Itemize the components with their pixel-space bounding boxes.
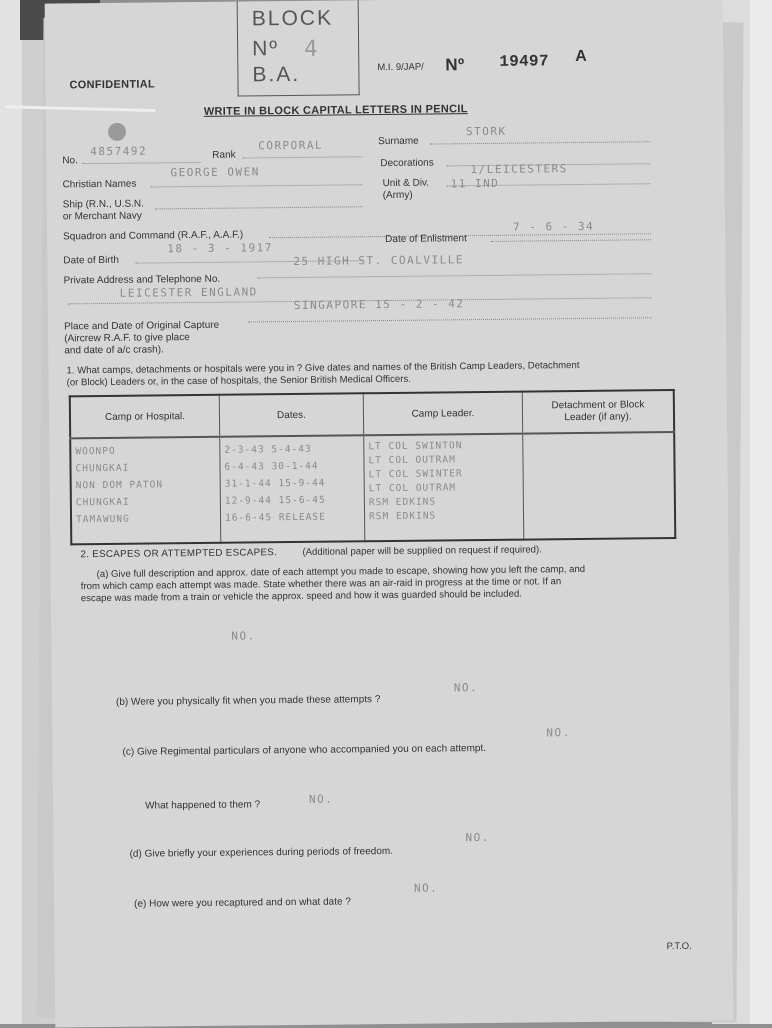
form-reference: M.I. 9/JAP/	[377, 61, 424, 74]
q2d-text: (d) Give briefly your experiences during periods of freedom.	[129, 845, 394, 860]
unit-value-1: 1/LEICESTERS	[470, 162, 568, 177]
dob-value: 18 - 3 - 1917	[167, 241, 273, 256]
block-line-1: BLOCK	[251, 6, 334, 31]
number-value: 19497	[499, 52, 549, 71]
christian-names-value: GEORGE OWEN	[170, 165, 260, 180]
col-dates: Dates.	[219, 393, 363, 437]
q2c-answer: NO.	[546, 726, 571, 740]
capture-label-1: Place and Date of Original Capture	[63, 319, 220, 333]
leader-entry: LT COL SWINTER	[368, 468, 463, 481]
q2e-text: (e) How were you recaptured and on what date ?	[134, 896, 351, 910]
camp-entry: CHUNGKAI	[75, 462, 130, 475]
q2-title-note: (Additional paper will be supplied on request if required).	[302, 544, 542, 558]
ship-label-1: Ship (R.N., U.S.N.	[62, 198, 144, 211]
christian-names-line	[151, 184, 363, 187]
q2-title: 2. ESCAPES OR ATTEMPTED ESCAPES.	[80, 547, 278, 561]
camp-entry: CHUNGKAI	[75, 496, 130, 509]
q2a-answer: NO.	[231, 629, 256, 643]
punch-hole	[108, 123, 126, 141]
q2a-text-2: from which camp each attempt was made. State whether there was an air-raid in progress at the time or not. If an	[80, 576, 562, 593]
number-label: Nº	[445, 55, 465, 75]
block-line-3: B.A.	[252, 62, 301, 87]
number-suffix: A	[575, 47, 588, 66]
leader-entry: LT COL OUTRAM	[368, 454, 456, 467]
army-label: (Army)	[382, 189, 413, 202]
capture-label-2: (Aircrew R.A.F. to give place	[64, 332, 190, 345]
capture-value: SINGAPORE 15 - 2 - 42	[293, 297, 465, 312]
col-detachment-leader	[522, 390, 674, 434]
q2c-sub-text: What happened to them ?	[145, 799, 261, 812]
enlistment-value: 7 - 6 - 34	[512, 219, 595, 234]
decorations-label: Decorations	[380, 157, 434, 170]
address-line-1	[258, 273, 652, 278]
leader-entry: RSM EDKINS	[368, 496, 437, 509]
q2a-text-3: escape was made from a train or vehicle the approx. speed and how it was guarded should be included.	[80, 588, 522, 605]
camps-cell	[70, 437, 221, 545]
capture-label-3: and date of a/c crash).	[64, 344, 164, 357]
confidential-label: CONFIDENTIAL	[69, 78, 156, 92]
background-left-strip	[0, 0, 22, 1024]
q1-text-2: (or Block) Leaders or, in the case of hospitals, the Senior British Medical Officers.	[66, 373, 411, 389]
capture-line	[248, 317, 652, 322]
surname-label: Surname	[378, 135, 419, 148]
col-detachment-leader-text: Detachment or Block Leader (if any).	[551, 399, 645, 424]
address-value-1: 25 HIGH ST. COALVILLE	[293, 253, 465, 268]
camps-table-body	[70, 432, 675, 544]
rank-line	[242, 156, 362, 158]
camps-table	[69, 389, 677, 545]
q2d-answer: NO.	[465, 830, 490, 845]
rank-value: CORPORAL	[258, 138, 324, 153]
dates-cell	[220, 435, 365, 543]
leader-entry: LT COL SWINTON	[368, 440, 463, 453]
surname-value: STORK	[465, 124, 507, 139]
q2c-sub-answer: NO.	[308, 792, 334, 806]
leader-entry: RSM EDKINS	[368, 510, 437, 523]
surname-line	[430, 141, 650, 144]
camps-table-header	[70, 390, 674, 438]
block-line-2: Nº	[252, 37, 280, 61]
address-value-2: LEICESTER ENGLAND	[119, 285, 258, 300]
q2b-answer: NO.	[453, 681, 479, 695]
leaders-cell	[364, 434, 524, 542]
ship-line	[155, 206, 363, 209]
q2b-text: (b) Were you physically fit when you made these attempts ?	[115, 694, 381, 708]
enlistment-label: Date of Enlistment	[385, 233, 467, 246]
col-camp-leader: Camp Leader.	[363, 392, 522, 436]
dates-entry: 12-9-44 15-6-45	[224, 494, 326, 507]
dates-entry: 6-4-43 30-1-44	[224, 460, 319, 473]
unit-value-2: 11 IND	[450, 176, 500, 191]
christian-names-label: Christian Names	[62, 178, 137, 191]
q2c-text: (c) Give Regimental particulars of anyone who accompanied you on each attempt.	[122, 742, 487, 758]
block-number: 4	[304, 36, 320, 62]
ship-label-2: or Merchant Navy	[62, 210, 142, 223]
dates-entry: 16-6-45 RELEASE	[224, 511, 326, 524]
q2e-answer: NO.	[413, 881, 439, 895]
no-value: 4857492	[90, 144, 148, 159]
dob-label: Date of Birth	[63, 254, 120, 267]
camp-entry: NON DOM PATON	[75, 479, 164, 492]
unit-label: Unit & Div.	[382, 177, 430, 190]
instruction-heading: WRITE IN BLOCK CAPITAL LETTERS IN PENCIL	[203, 103, 468, 118]
dates-entry: 31-1-44 15-9-44	[224, 477, 326, 490]
camp-entry: WOONPO	[75, 445, 116, 458]
enlistment-line	[491, 239, 651, 242]
squadron-label: Squadron and Command (R.A.F., A.A.F.)	[63, 229, 244, 243]
q1-text-1: 1. What camps, detachments or hospitals were you in ? Give dates and names of the British Camp Leaders, Detachment	[66, 359, 580, 377]
form-sheet	[45, 0, 734, 1028]
q2a-text-1: (a) Give full description and approx. date of each attempt you made to escape, showing how you left the camp, and	[96, 563, 586, 581]
col-camp-or-hospital: Camp or Hospital.	[70, 395, 220, 439]
camp-entry: TAMAWUNG	[76, 513, 130, 526]
dates-entry: 2-3-43 5-4-43	[224, 443, 312, 456]
background-right-edge	[750, 0, 772, 1024]
detachment-cell	[523, 432, 676, 540]
pto-label: P.T.O.	[666, 940, 692, 953]
no-label: No.	[62, 155, 78, 167]
leader-entry: LT COL OUTRAM	[368, 482, 457, 495]
rank-label: Rank	[212, 149, 236, 161]
block-stamp-box	[237, 0, 360, 96]
address-label: Private Address and Telephone No.	[63, 273, 221, 287]
no-line	[82, 162, 200, 164]
